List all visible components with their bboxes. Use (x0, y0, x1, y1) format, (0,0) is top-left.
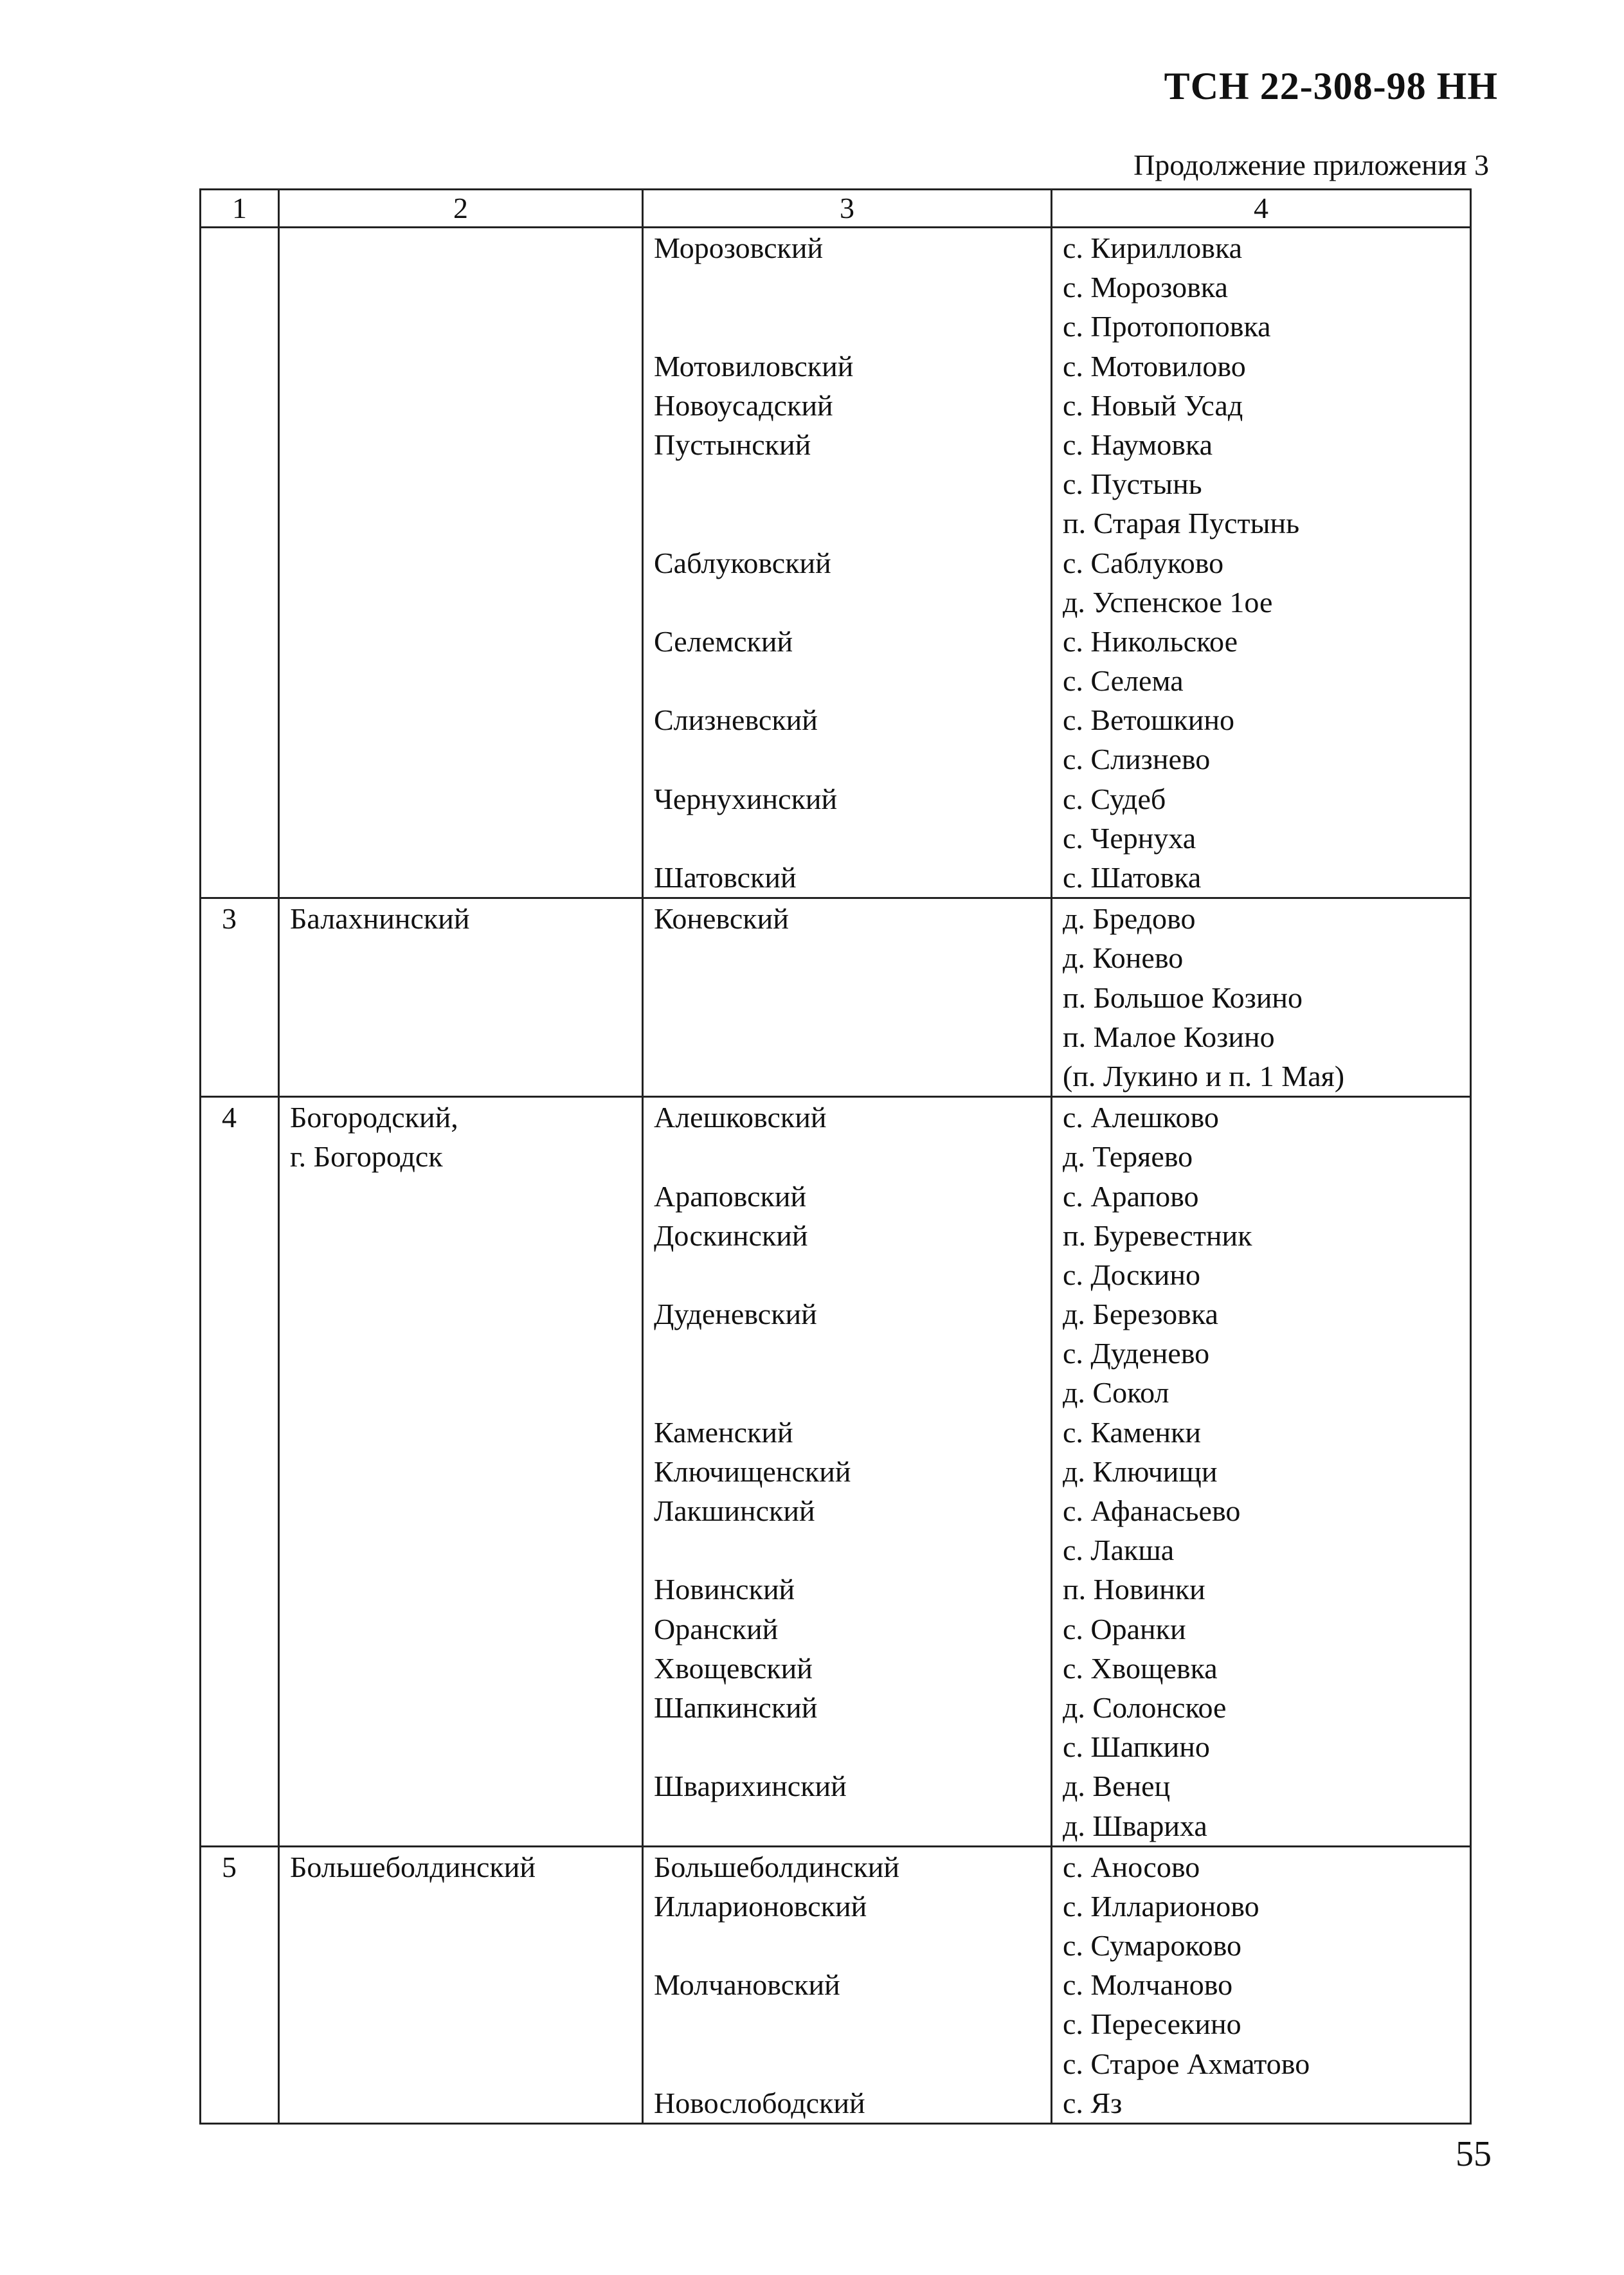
settlement-name: с. Арапово (1063, 1179, 1199, 1213)
council-name: Илларионовский (654, 1889, 867, 1923)
council-name: Лакшинский (654, 1494, 815, 1527)
settlement-name: с. Илларионово (1063, 1889, 1259, 1923)
table-row (201, 1846, 1471, 2123)
council-name (654, 1806, 1051, 1845)
row-number: 3 (222, 902, 237, 936)
council-name: Саблуковский (654, 546, 831, 579)
table-row (201, 898, 1471, 1097)
settlements-table (199, 188, 1472, 2125)
council-name (654, 1255, 1051, 1294)
council-name (654, 819, 1051, 858)
council-name: Шварихинский (654, 1770, 847, 1803)
council-name (654, 1334, 1051, 1373)
row-number: 5 (222, 1850, 237, 1883)
settlement-name: д. Ключищи (1063, 1455, 1218, 1488)
council-name (654, 503, 1051, 543)
settlement-name: с. Афанасьево (1063, 1494, 1241, 1527)
council-name (654, 739, 1051, 779)
council-name: Новоусадский (654, 388, 833, 422)
settlement-name: д. Венец (1063, 1770, 1171, 1803)
council-name: Каменский (654, 1415, 793, 1449)
settlement-cell (1052, 1846, 1471, 2123)
council-name (654, 2044, 1051, 2083)
settlement-name: д. Швариха (1063, 1809, 1207, 1842)
council-cell (643, 1097, 1052, 1847)
council-name: Слизневский (654, 703, 818, 737)
settlement-name: (п. Лукино и п. 1 Мая) (1063, 1059, 1345, 1092)
document-code: ТСН 22-308-98 НН (1164, 65, 1498, 107)
council-name (654, 661, 1051, 700)
settlement-name: с. Чернуха (1063, 821, 1196, 855)
council-name (654, 938, 1051, 977)
settlement-name: с. Никольское (1063, 624, 1238, 658)
settlement-name: с. Шатовка (1063, 861, 1202, 894)
settlement-name: с. Лакша (1063, 1534, 1175, 1567)
council-name: Мотовиловский (654, 349, 854, 383)
settlement-name: п. Новинки (1063, 1573, 1205, 1606)
district-name: г. Богородск (290, 1140, 443, 1174)
council-name: Пустынский (654, 428, 811, 461)
settlement-name: с. Аносово (1063, 1850, 1200, 1883)
district-name: Балахнинский (290, 902, 470, 936)
council-name: Коневский (654, 902, 789, 936)
settlement-name: с. Дуденево (1063, 1337, 1210, 1370)
council-name (654, 1137, 1051, 1176)
settlement-name: с. Сумароково (1063, 1929, 1241, 1962)
council-name: Большеболдинский (654, 1850, 899, 1883)
row-number-cell (201, 1846, 279, 2123)
settlement-name: с. Хвощевка (1063, 1651, 1218, 1685)
row-number (222, 228, 278, 267)
district-cell (279, 228, 643, 898)
row-number-cell (201, 898, 279, 1097)
settlement-name: с. Пустынь (1063, 467, 1202, 501)
council-name (654, 1727, 1051, 1766)
settlement-name: с. Морозовка (1063, 271, 1228, 304)
council-name (654, 1373, 1051, 1412)
settlement-name: с. Яз (1063, 2086, 1123, 2119)
settlement-name: с. Оранки (1063, 1612, 1186, 1645)
settlement-name: с. Новый Усад (1063, 388, 1243, 422)
settlement-name: д. Успенское 1ое (1063, 585, 1273, 619)
table-row (201, 1097, 1471, 1847)
council-name: Новослободский (654, 2086, 865, 2119)
settlement-name: д. Бредово (1063, 902, 1196, 936)
settlement-name: д. Сокол (1063, 1376, 1169, 1409)
council-name (654, 1017, 1051, 1056)
settlement-name: с. Шапкино (1063, 1730, 1210, 1764)
council-name: Алешковский (654, 1101, 827, 1134)
council-name (654, 1926, 1051, 1965)
table-row (201, 228, 1471, 898)
continuation-caption: Продолжение приложения 3 (1133, 149, 1489, 181)
settlement-name: п. Большое Козино (1063, 981, 1303, 1014)
column-header: 1 (201, 190, 279, 228)
settlement-name: д. Конево (1063, 941, 1184, 975)
district-name: Большеболдинский (290, 1850, 536, 1883)
council-name (654, 1530, 1051, 1570)
council-name: Шатовский (654, 861, 797, 894)
council-name: Чернухинский (654, 782, 838, 815)
council-name: Ключищенский (654, 1455, 851, 1488)
settlement-name: д. Солонское (1063, 1690, 1227, 1724)
settlement-cell (1052, 228, 1471, 898)
settlement-name: с. Старое Ахматово (1063, 2047, 1310, 2080)
district-cell (279, 1097, 643, 1847)
row-number-cell (201, 228, 279, 898)
settlement-name: с. Саблуково (1063, 546, 1224, 579)
settlement-name: с. Кирилловка (1063, 231, 1243, 264)
council-cell (643, 228, 1052, 898)
settlement-name: п. Малое Козино (1063, 1020, 1275, 1053)
page-number: 55 (1456, 2134, 1492, 2174)
settlement-name: с. Ветошкино (1063, 703, 1235, 737)
row-number: 4 (222, 1101, 237, 1134)
council-name: Оранский (654, 1612, 779, 1645)
district-name (290, 228, 642, 267)
council-name: Новинский (654, 1573, 795, 1606)
settlement-name: с. Алешково (1063, 1101, 1219, 1134)
settlement-name: д. Березовка (1063, 1298, 1218, 1331)
row-number-cell (201, 1097, 279, 1847)
council-name: Дуденевский (654, 1298, 817, 1331)
council-name (654, 307, 1051, 346)
table-header-row (201, 190, 1471, 228)
council-name: Морозовский (654, 231, 824, 264)
settlement-name: с. Наумовка (1063, 428, 1213, 461)
table-body (201, 228, 1471, 2124)
column-header: 4 (1052, 190, 1471, 228)
council-name (654, 267, 1051, 307)
council-name: Араповский (654, 1179, 807, 1213)
council-name: Шапкинский (654, 1690, 818, 1724)
settlement-name: д. Теряево (1063, 1140, 1193, 1174)
settlement-name: с. Доскино (1063, 1258, 1200, 1291)
council-name: Доскинский (654, 1219, 808, 1252)
council-cell (643, 1846, 1052, 2123)
settlement-name: с. Слизнево (1063, 743, 1211, 776)
settlement-name: п. Буревестник (1063, 1219, 1252, 1252)
council-name: Селемский (654, 624, 793, 658)
settlement-cell (1052, 898, 1471, 1097)
settlement-name: с. Молчаново (1063, 1968, 1233, 2002)
council-name (654, 2004, 1051, 2044)
council-name (654, 583, 1051, 622)
council-name: Молчановский (654, 1968, 840, 2002)
council-name (654, 464, 1051, 503)
column-header: 3 (643, 190, 1052, 228)
council-name (654, 1056, 1051, 1096)
settlement-name: с. Протопоповка (1063, 310, 1271, 343)
council-cell (643, 898, 1052, 1097)
settlement-cell (1052, 1097, 1471, 1847)
column-header: 2 (279, 190, 643, 228)
settlement-name: с. Каменки (1063, 1415, 1202, 1449)
council-name: Хвощевский (654, 1651, 813, 1685)
council-name (654, 978, 1051, 1017)
settlement-name: п. Старая Пустынь (1063, 507, 1300, 540)
settlement-name: с. Судеб (1063, 782, 1166, 815)
district-name: Богородский, (290, 1101, 458, 1134)
district-cell (279, 1846, 643, 2123)
settlement-name: с. Мотовилово (1063, 349, 1246, 383)
district-cell (279, 898, 643, 1097)
settlement-name: с. Селема (1063, 664, 1184, 698)
settlement-name: с. Пересекино (1063, 2008, 1241, 2041)
